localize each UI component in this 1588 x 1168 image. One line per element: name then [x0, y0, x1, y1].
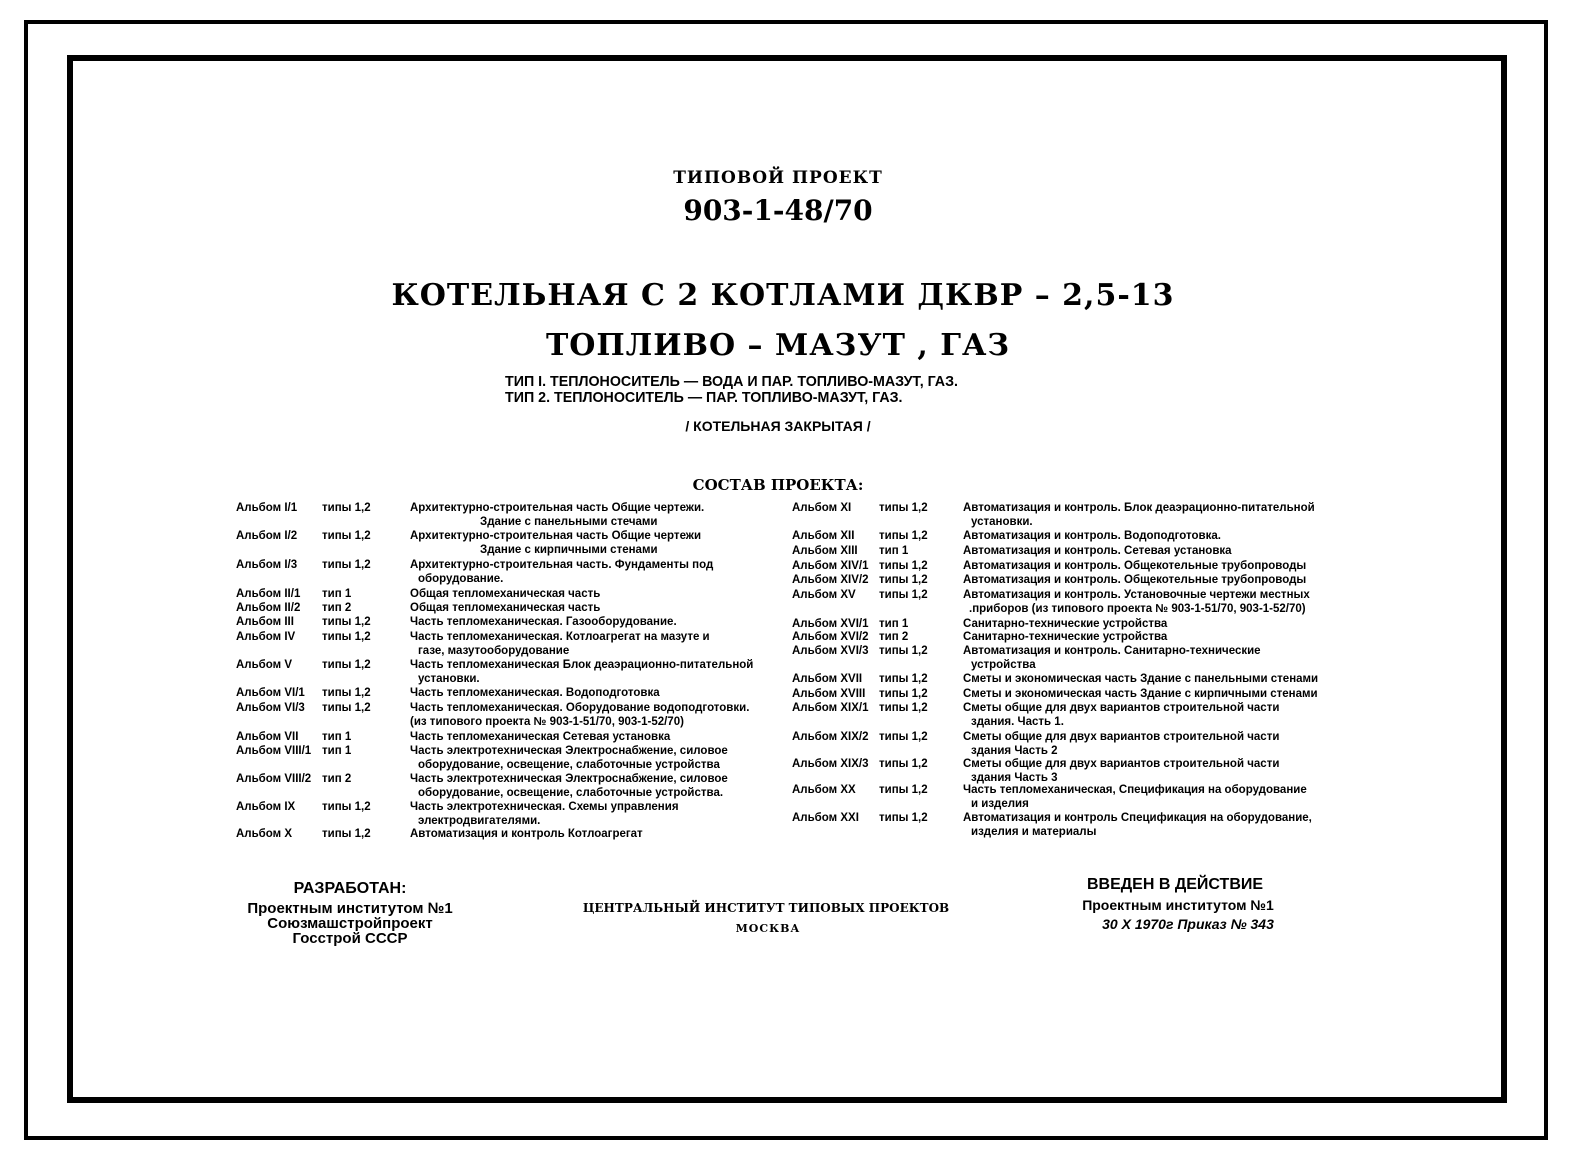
album-number: Альбом XII: [792, 530, 855, 542]
album-number: Альбом VI/3: [236, 702, 305, 714]
album-description: Архитектурно-строительная часть Общие чертежи.: [410, 502, 705, 514]
album-description: Часть электротехническая Электроснабжение, силовое: [410, 745, 728, 757]
album-types: типы 1,2: [879, 702, 928, 714]
album-description: оборудование, освещение, слаботочные устройства.: [418, 787, 724, 799]
album-description: .приборов (из типового проекта № 903-1-51/70, 903-1-52/70): [969, 603, 1306, 615]
developed-line: Проектным институтом №1: [247, 900, 453, 917]
album-types: типы 1,2: [322, 530, 371, 542]
album-number: Альбом II/2: [236, 602, 301, 614]
album-number: Альбом V: [236, 659, 293, 671]
album-number: Альбом XIX/1: [792, 702, 869, 714]
album-number: Альбом IV: [236, 631, 296, 643]
album-description: установки.: [971, 516, 1033, 528]
album-number: Альбом XVII: [792, 673, 863, 685]
album-description: Сметы общие для двух вариантов строительной части: [963, 702, 1280, 714]
developed-line: Госстрой СССР: [292, 930, 408, 947]
album-types: тип 1: [322, 588, 352, 600]
album-types: типы 1,2: [322, 687, 371, 699]
album-description: Часть электротехническая. Схемы управления: [410, 801, 679, 813]
album-description: Общая тепломеханическая часть: [410, 588, 601, 600]
album-description: Часть тепломеханическая Блок деаэрационно-питательной: [410, 659, 754, 671]
album-description: Автоматизация и контроль. Блок деаэрационно-питательной: [963, 502, 1315, 514]
album-description: Часть электротехническая Электроснабжение, силовое: [410, 773, 728, 785]
type-2-description: ТИП 2. ТЕПЛОНОСИТЕЛЬ — ПАР. ТОПЛИВО-МАЗУТ, ГАЗ.: [505, 389, 903, 406]
type-1-description: ТИП I. ТЕПЛОНОСИТЕЛЬ — ВОДА И ПАР. ТОПЛИВО-МАЗУТ, ГАЗ.: [505, 373, 959, 390]
album-types: типы 1,2: [879, 758, 928, 770]
album-description: и изделия: [971, 798, 1029, 810]
enacted-heading: ВВЕДЕН В ДЕЙСТВИЕ: [1086, 876, 1264, 893]
album-types: типы 1,2: [322, 828, 371, 840]
album-types: типы 1,2: [322, 801, 371, 813]
album-description: электродвигателями.: [418, 815, 541, 827]
album-description: Автоматизация и контроль. Водоподготовка.: [963, 530, 1221, 542]
album-description: Автоматизация и контроль Спецификация на оборудование,: [963, 812, 1312, 824]
album-types: тип 1: [322, 731, 352, 743]
album-number: Альбом XIII: [792, 545, 858, 557]
album-number: Альбом XIV/2: [792, 574, 869, 586]
contents-heading: СОСТАВ ПРОЕКТА:: [692, 476, 864, 494]
album-description: Часть тепломеханическая, Спецификация на оборудование: [963, 784, 1307, 796]
album-description: Часть тепломеханическая Сетевая установка: [410, 731, 671, 743]
album-description: Общая тепломеханическая часть: [410, 602, 601, 614]
album-description: Автоматизация и контроль. Сетевая установка: [963, 545, 1232, 557]
album-types: тип 1: [322, 745, 352, 757]
project-number: 903-1-48/70: [683, 194, 873, 227]
album-types: типы 1,2: [879, 784, 928, 796]
album-description: Здание с кирпичными стенами: [480, 544, 658, 556]
album-number: Альбом VIII/1: [236, 745, 312, 757]
album-types: типы 1,2: [879, 502, 928, 514]
developed-heading: РАЗРАБОТАН:: [293, 880, 407, 897]
album-description: газе, мазутооборудование: [418, 645, 570, 657]
album-number: Альбом VI/1: [236, 687, 305, 699]
album-description: оборудование.: [418, 573, 504, 585]
album-types: типы 1,2: [322, 702, 371, 714]
album-description: Автоматизация и контроль. Общекотельные трубопроводы: [963, 560, 1307, 572]
album-description: здания. Часть 1.: [971, 716, 1064, 728]
album-number: Альбом XIX/2: [792, 731, 869, 743]
album-description: Санитарно-технические устройства: [963, 631, 1168, 643]
album-types: типы 1,2: [322, 659, 371, 671]
album-number: Альбом XVI/2: [792, 631, 869, 643]
album-description: Санитарно-технические устройства: [963, 618, 1168, 630]
enacted-order: 30 X 1970г Приказ № 343: [1102, 916, 1274, 932]
album-description: Автоматизация и контроль. Установочные чертежи местных: [963, 589, 1310, 601]
album-types: типы 1,2: [879, 530, 928, 542]
album-types: тип 2: [322, 602, 352, 614]
album-description: Часть тепломеханическая. Водоподготовка: [410, 687, 660, 699]
album-number: Альбом XV: [792, 589, 856, 601]
album-number: Альбом XVIII: [792, 688, 866, 700]
album-number: Альбом XIV/1: [792, 560, 869, 572]
album-description: (из типового проекта № 903-1-51/70, 903-1-52/70): [410, 716, 684, 728]
album-number: Альбом XXI: [792, 812, 859, 824]
album-number: Альбом IX: [236, 801, 296, 813]
album-number: Альбом XVI/3: [792, 645, 869, 657]
album-description: здания Часть 2: [971, 745, 1058, 757]
album-description: Сметы общие для двух вариантов строительной части: [963, 731, 1280, 743]
album-number: Альбом VII: [236, 731, 299, 743]
developed-line: Союзмашстройпроект: [267, 915, 433, 932]
album-number: Альбом I/3: [236, 559, 298, 571]
album-number: Альбом X: [236, 828, 293, 840]
album-types: тип 2: [322, 773, 352, 785]
album-description: Часть тепломеханическая. Оборудование водоподготовки.: [410, 702, 750, 714]
album-types: типы 1,2: [879, 560, 928, 572]
title-line-2: ТОПЛИВО – МАЗУТ , ГАЗ: [545, 328, 1011, 363]
album-types: типы 1,2: [879, 589, 928, 601]
publisher: ЦЕНТРАЛЬНЫЙ ИНСТИТУТ ТИПОВЫХ ПРОЕКТОВ: [582, 901, 950, 915]
album-number: Альбом XX: [792, 784, 856, 796]
album-types: типы 1,2: [322, 616, 371, 628]
album-types: типы 1,2: [879, 731, 928, 743]
building-kind: / КОТЕЛЬНАЯ ЗАКРЫТАЯ /: [685, 418, 871, 434]
album-number: Альбом I/2: [236, 530, 298, 542]
album-description: Автоматизация и контроль. Санитарно-технические: [963, 645, 1261, 657]
album-number: Альбом II/1: [236, 588, 301, 600]
album-description: Сметы общие для двух вариантов строительной части: [963, 758, 1280, 770]
album-description: Часть тепломеханическая. Газооборудование.: [410, 616, 677, 628]
title-line-1: КОТЕЛЬНАЯ С 2 КОТЛАМИ ДКВР – 2,5-13: [391, 278, 1175, 313]
album-description: изделия и материалы: [971, 826, 1097, 838]
album-types: тип 1: [879, 618, 909, 630]
album-types: типы 1,2: [879, 688, 928, 700]
album-number: Альбом I/1: [236, 502, 298, 514]
album-types: типы 1,2: [322, 559, 371, 571]
album-number: Альбом XI: [792, 502, 852, 514]
album-types: типы 1,2: [322, 502, 371, 514]
album-number: Альбом XVI/1: [792, 618, 869, 630]
album-number: Альбом XIX/3: [792, 758, 869, 770]
series-label: ТИПОВОЙ ПРОЕКТ: [673, 168, 883, 188]
album-description: Автоматизация и контроль. Общекотельные трубопроводы: [963, 574, 1307, 586]
album-description: Автоматизация и контроль Котлоагрегат: [410, 828, 643, 840]
album-types: типы 1,2: [879, 645, 928, 657]
album-description: Сметы и экономическая часть Здание с панельными стенами: [963, 673, 1319, 685]
album-types: типы 1,2: [879, 574, 928, 586]
album-types: типы 1,2: [879, 673, 928, 685]
album-types: тип 1: [879, 545, 909, 557]
album-types: типы 1,2: [322, 631, 371, 643]
album-types: тип 2: [879, 631, 909, 643]
album-description: Архитектурно-строительная часть. Фундаменты под: [410, 559, 714, 571]
album-description: Архитектурно-строительная часть Общие чертежи: [410, 530, 702, 542]
album-number: Альбом III: [236, 616, 294, 628]
album-description: установки.: [418, 673, 480, 685]
album-number: Альбом VIII/2: [236, 773, 312, 785]
album-description: Сметы и экономическая часть Здание с кирпичными стенами: [963, 688, 1318, 700]
album-description: оборудование, освещение, слаботочные устройства: [418, 759, 720, 771]
city: МОСКВА: [735, 922, 801, 935]
album-description: здания Часть 3: [971, 772, 1058, 784]
album-description: устройства: [971, 659, 1036, 671]
album-description: Здание с панельными стечами: [480, 516, 658, 528]
enacted-by: Проектным институтом №1: [1082, 897, 1274, 913]
album-description: Часть тепломеханическая. Котлоагрегат на мазуте и: [410, 631, 710, 643]
album-types: типы 1,2: [879, 812, 928, 824]
